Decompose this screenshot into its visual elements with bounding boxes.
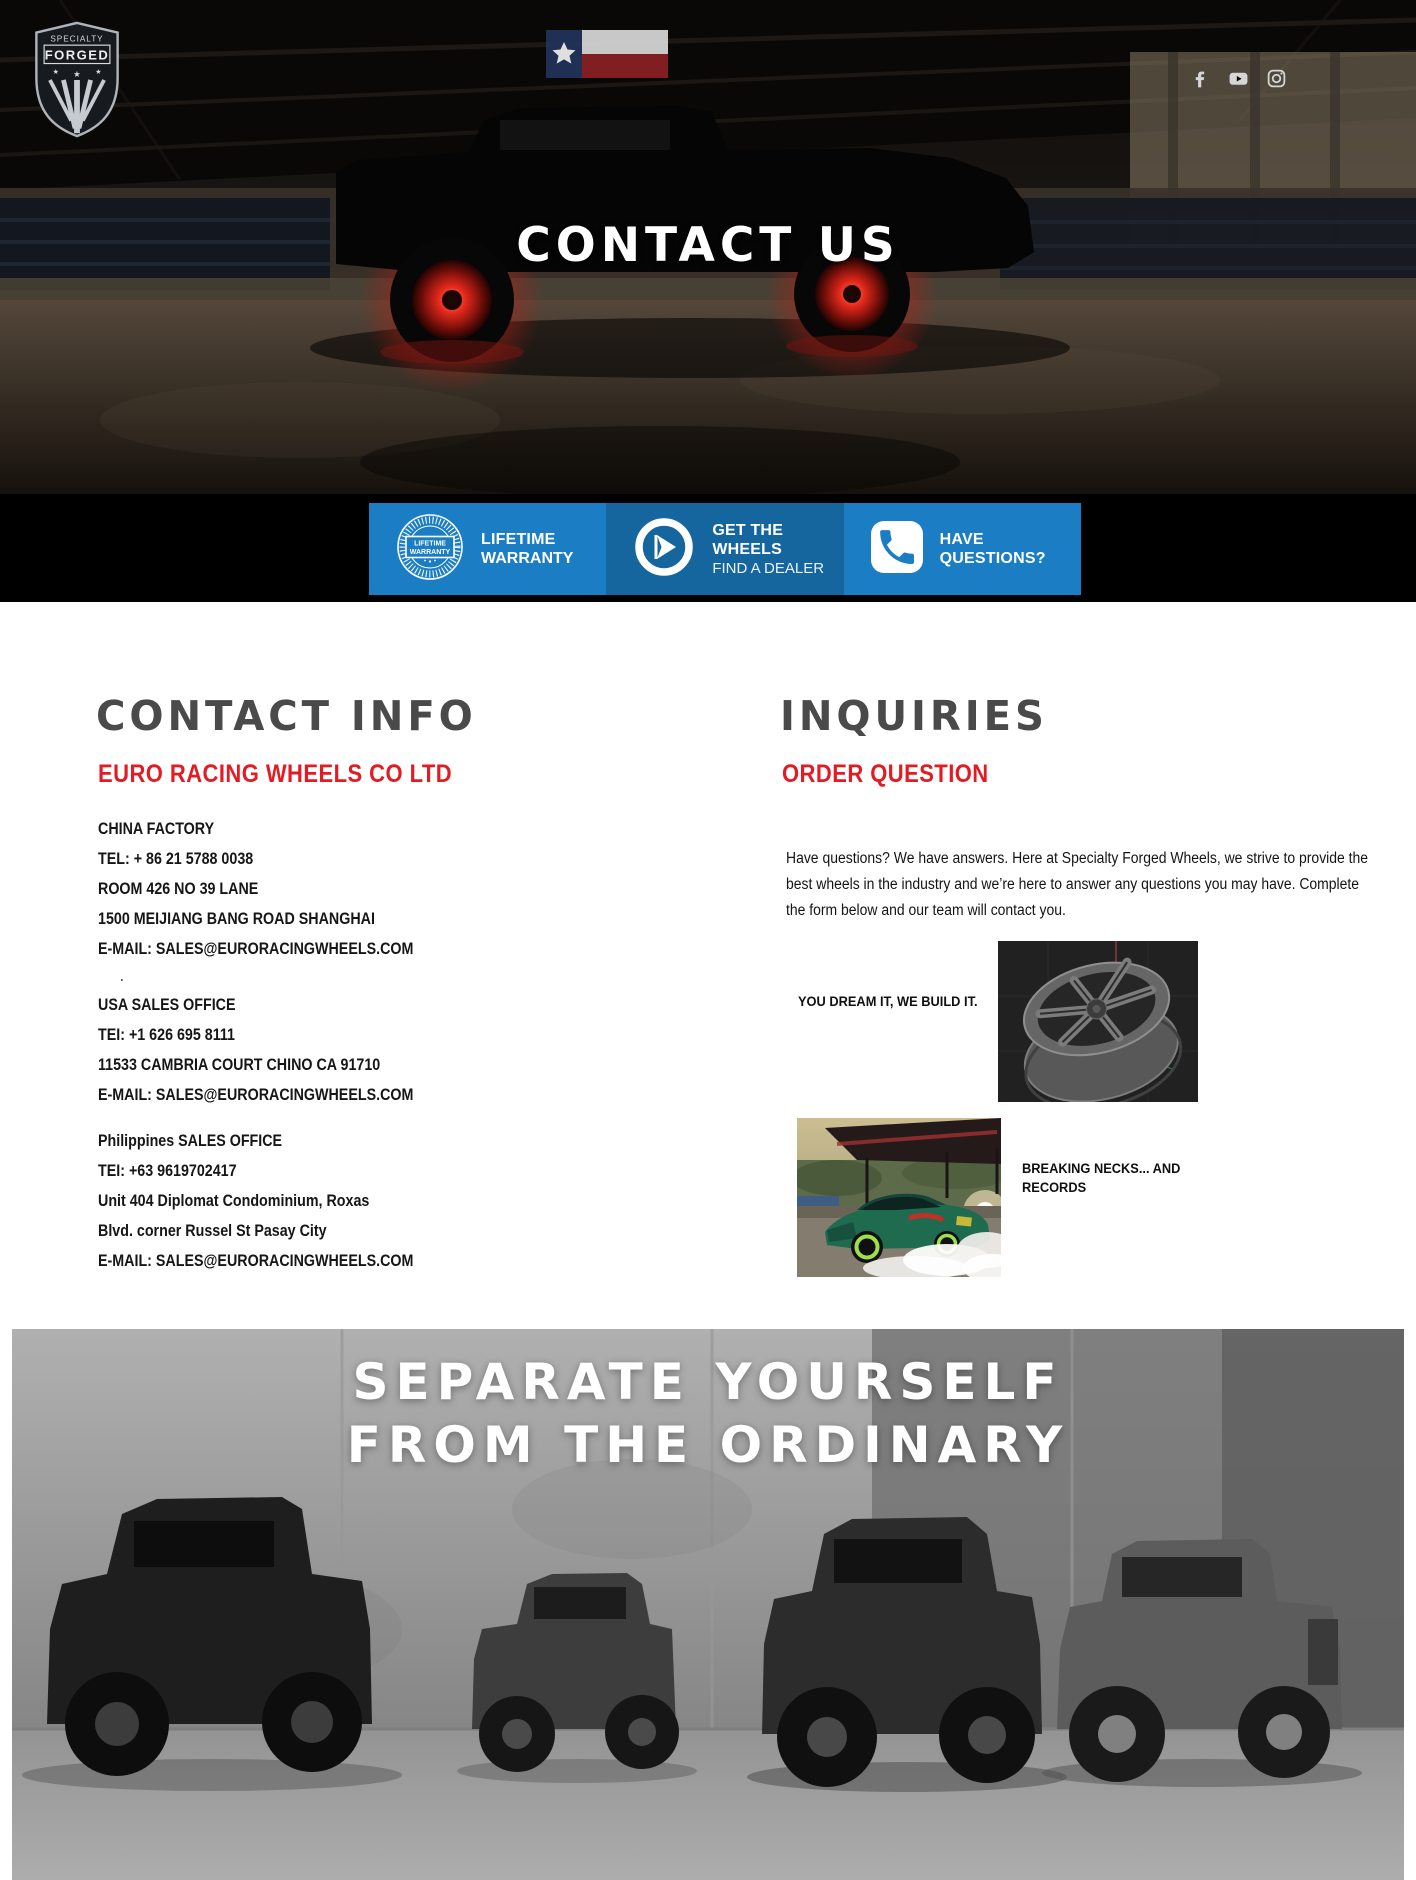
svg-text:★: ★ [52, 69, 59, 77]
footer-slogan [12, 1351, 1404, 1477]
banner-strip [0, 494, 1416, 602]
banner-have-questions[interactable] [844, 503, 1081, 595]
office-philippines: Philippines SALES OFFICE TEI: +63 9619702417 Unit 404 Diplomat Condominium, Roxas Blvd. corner Russel St Pasay City E-MAIL: SALES@EURORACINGWHEELS.COM [98, 1131, 414, 1270]
find-dealer-icon [632, 515, 696, 584]
banner-item-subtitle: WARRANTY [481, 550, 574, 567]
banner-item-title: GET THE WHEELS [712, 521, 784, 558]
order-question-subheading: ORDER QUESTION [782, 760, 989, 788]
company-name: EURO RACING WHEELS CO LTD [98, 760, 453, 788]
banner-item-subtitle: FIND A DEALER [712, 559, 825, 577]
caption-you-dream-it: YOU DREAM IT, WE BUILD IT. [798, 994, 978, 1009]
office-china: CHINA FACTORY TEL: + 86 21 5788 0038 ROOM 426 NO 39 LANE 1500 MEIJIANG BANG ROAD SHANGHAI E-MAIL: SALES@EURORACINGWHEELS.COM . [98, 819, 414, 985]
svg-text:★: ★ [73, 69, 81, 80]
facebook-icon[interactable] [1190, 68, 1211, 89]
svg-text:★: ★ [95, 69, 102, 77]
shield-logo-icon [32, 20, 122, 138]
content-section [0, 602, 1416, 1329]
svg-text:FORGED: FORGED [44, 47, 110, 63]
banner-find-dealer[interactable] [606, 503, 843, 595]
contact-info-heading: CONTACT INFO [96, 692, 477, 740]
svg-text:SPECIALTY: SPECIALTY [50, 34, 104, 44]
footer-slogan-line1: SEPARATE YOURSELF [352, 1353, 1064, 1411]
drift-car-image [797, 1118, 1001, 1277]
banner-item-title: HAVE QUESTIONS? [939, 531, 1046, 567]
svg-text:LIFETIME: LIFETIME [414, 540, 446, 547]
youtube-icon[interactable] [1228, 68, 1249, 89]
caption-breaking-necks: BREAKING NECKS... AND RECORDS [1022, 1161, 1181, 1195]
social-links [1190, 68, 1287, 89]
inquiries-heading: INQUIRIES [780, 692, 1048, 740]
page-title: CONTACT US [516, 218, 900, 273]
footer-banner [12, 1329, 1404, 1880]
brand-logo[interactable] [32, 20, 122, 138]
wheel-cad-image [998, 941, 1198, 1102]
hero-section [0, 0, 1416, 494]
instagram-icon[interactable] [1266, 68, 1287, 89]
inquiries-body: Have questions? We have answers. Here at Specialty Forged Wheels, we strive to provide the best wheels in the industry and we’re here to answer any questions you may have. Complete the form below and our team will contact you. [786, 849, 1369, 919]
phone-icon [870, 520, 924, 579]
banner-item-title: LIFETIME [481, 531, 556, 548]
banner-lifetime-warranty[interactable] [369, 503, 606, 595]
footer-slogan-line2: FROM THE ORDINARY [346, 1416, 1070, 1474]
svg-text:WARRANTY: WARRANTY [409, 548, 451, 556]
feature-banner [369, 503, 1081, 595]
warranty-seal-icon [395, 512, 465, 587]
office-usa: USA SALES OFFICE TEI: +1 626 695 8111 11533 CAMBRIA COURT CHINO CA 91710 E-MAIL: SALES@EURORACINGWHEELS.COM [98, 995, 414, 1104]
